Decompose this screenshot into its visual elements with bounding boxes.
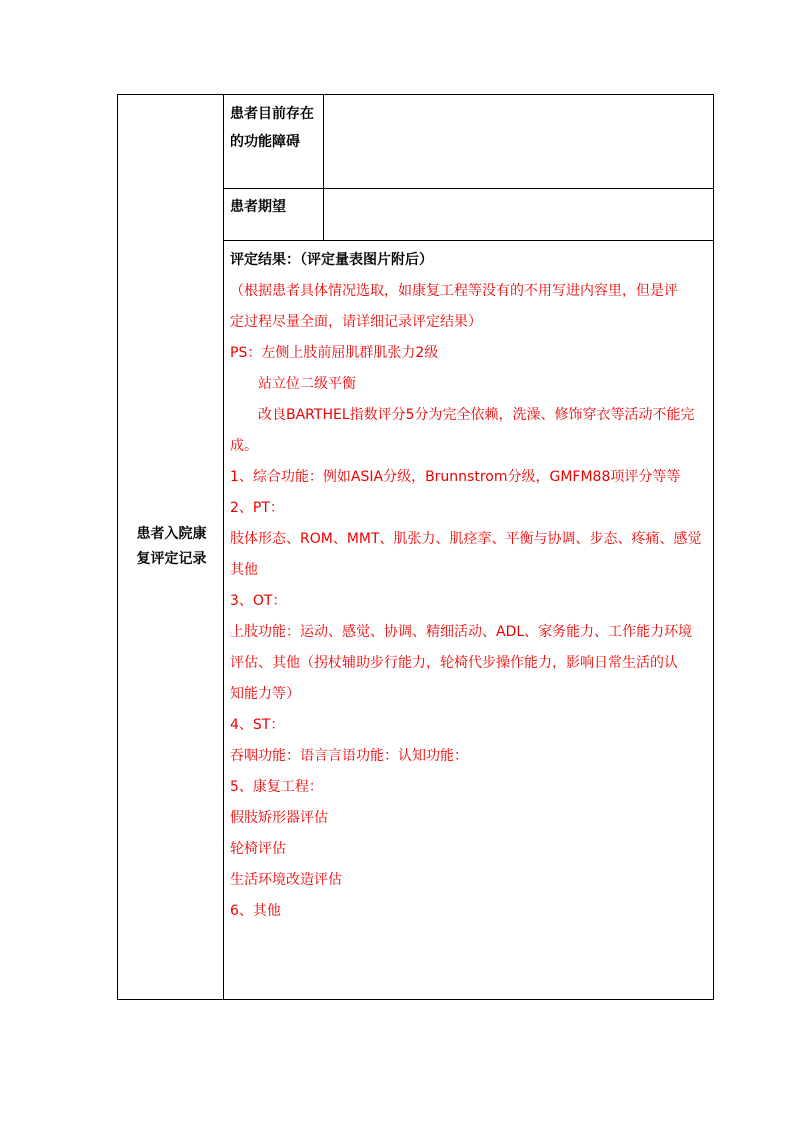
column-divider-right <box>323 95 324 240</box>
patient-expectation-label: 患者期望 <box>230 199 286 215</box>
column-divider-left <box>223 95 224 999</box>
section-label: 患者入院康复评定记录 <box>136 526 207 567</box>
functional-impairment-value[interactable] <box>328 100 708 184</box>
item-st-detail: 吞咽功能：语言言语功能：认知功能： <box>230 748 468 764</box>
item-pt-detail: 肢体形态、ROM、MMT、肌张力、肌痉挛、平衡与协调、步态、疼痛、感觉 <box>230 531 702 547</box>
item-rehab-engineering-heading: 5、康复工程： <box>230 779 323 795</box>
item-ot-heading: 3、OT： <box>230 593 287 609</box>
patient-expectation-value[interactable] <box>328 193 708 235</box>
item-general-function: 1、综合功能：例如ASIA分级，Brunnstrom分级，GMFM88项评分等等 <box>230 469 681 485</box>
assessment-note-line: 定过程尽量全面，请详细记录评定结果） <box>230 314 482 330</box>
row-divider-2 <box>223 240 713 241</box>
ps-balance-line: 站立位二级平衡 <box>258 376 356 392</box>
row-divider-1 <box>223 188 713 189</box>
item-ot-detail: 上肢功能：运动、感觉、协调、精细活动、ADL、家务能力、工作能力环境 <box>230 624 693 640</box>
assessment-header: 评定结果：（评定量表图片附后） <box>230 252 433 268</box>
ps-barthel-line: 改良BARTHEL指数评分5分为完全依赖，洗澡、修饰穿衣等活动不能完 <box>258 407 695 423</box>
ps-barthel-line-cont: 成。 <box>230 438 258 454</box>
item-pt-detail-cont: 其他 <box>230 562 258 578</box>
item-pt-heading: 2、PT： <box>230 500 284 516</box>
item-environment-assessment: 生活环境改造评估 <box>230 872 342 888</box>
item-ot-detail-cont: 知能力等） <box>230 686 300 702</box>
ps-muscle-tone-line: PS：左侧上肢前屈肌群肌张力2级 <box>230 345 439 361</box>
functional-impairment-label: 患者目前存在的功能障碍 <box>230 106 314 150</box>
assessment-note-line: （根据患者具体情况选取，如康复工程等没有的不用写进内容里，但是评 <box>230 283 678 299</box>
assessment-results-cell <box>230 245 708 927</box>
rehab-assessment-table <box>117 94 714 1000</box>
item-prosthesis-assessment: 假肢矫形器评估 <box>230 810 328 826</box>
item-st-heading: 4、ST： <box>230 717 285 733</box>
section-label-cell <box>118 95 223 999</box>
item-wheelchair-assessment: 轮椅评估 <box>230 841 286 857</box>
item-ot-detail-cont: 评估、其他（拐杖辅助步行能力，轮椅代步操作能力，影响日常生活的认 <box>230 655 678 671</box>
item-other: 6、其他 <box>230 903 281 919</box>
